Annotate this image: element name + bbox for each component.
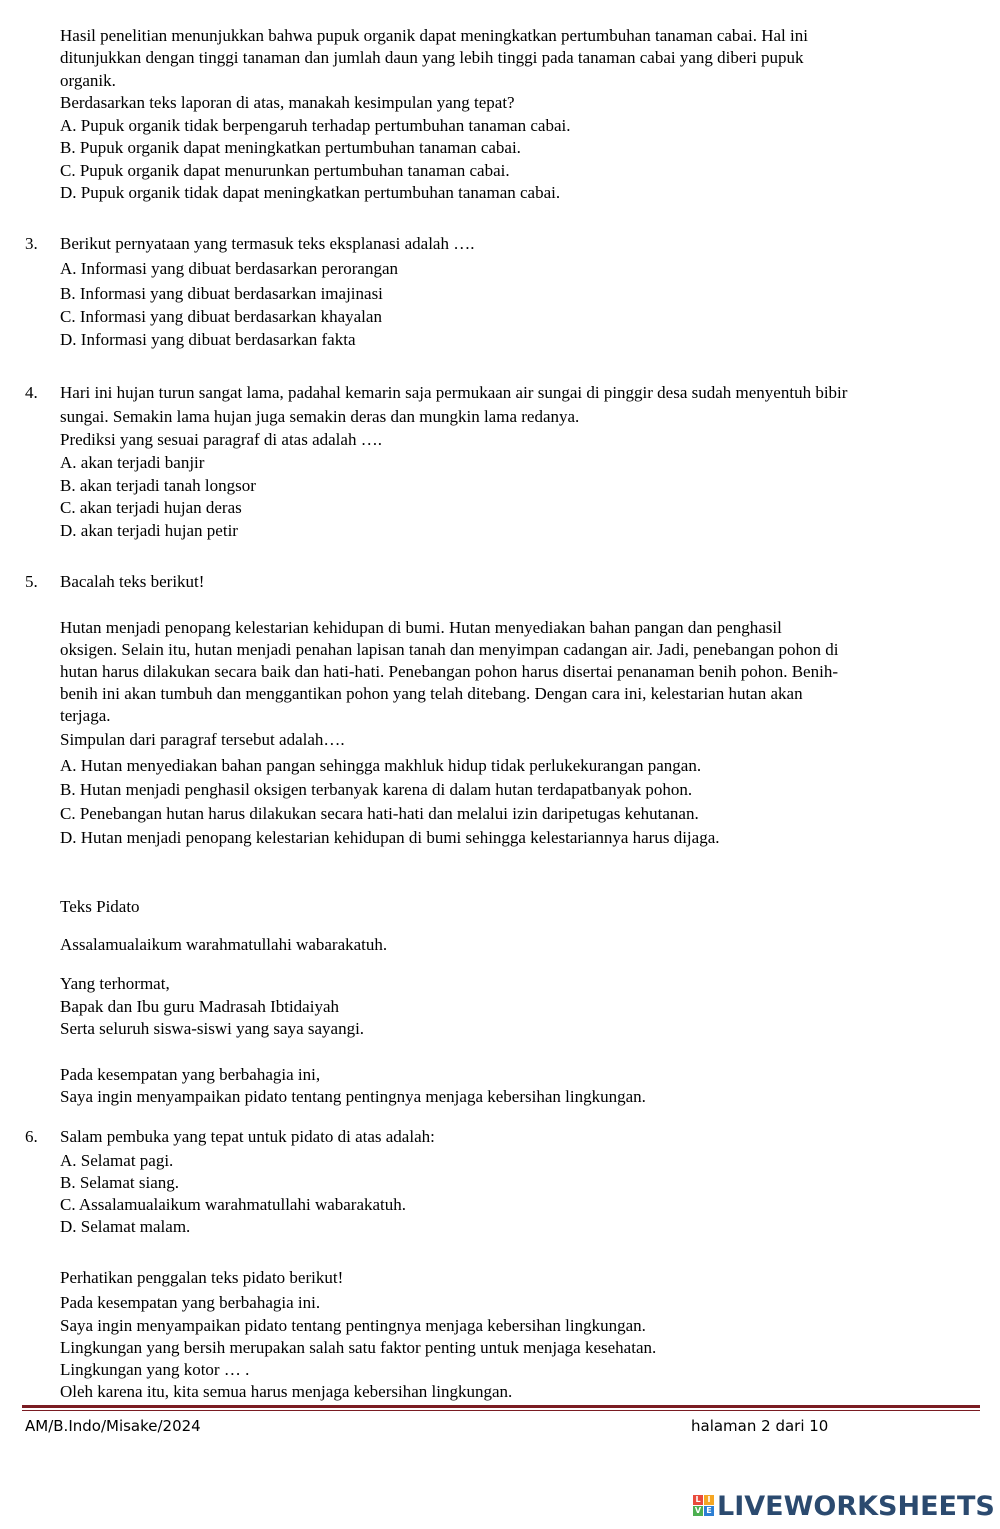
q5-passage-line: Hutan menjadi penopang kelestarian kehidupan di bumi. Hutan menyediakan bahan pangan dan penghasil [60, 618, 782, 637]
q5-number: 5. [25, 572, 38, 591]
speech-address-line: Serta seluruh siswa-siswi yang saya sayangi. [60, 1019, 365, 1038]
excerpt-intro: Perhatikan penggalan teks pidato berikut! [60, 1268, 344, 1287]
speech-body-line: Pada kesempatan yang berbahagia ini, [60, 1065, 321, 1084]
q5-passage-line: hutan harus dilakukan secara baik dan hati-hati. Penebangan pohon harus disertai penanaman benih pohon. Benih- [60, 662, 838, 681]
q4-passage-line: Hari ini hujan turun sangat lama, padahal kemarin saja permukaan air sungai di pinggir desa sudah menyentuh bibir [60, 383, 848, 402]
q5-passage-line: oksigen. Selain itu, hutan menjadi penahan lapisan tanah dan menyimpan cadangan air. Jadi, penebangan pohon di [60, 640, 839, 659]
excerpt-line: Lingkungan yang bersih merupakan salah satu faktor penting untuk menjaga kesehatan. [60, 1338, 657, 1357]
q2-passage-line: organik. [60, 71, 116, 90]
q6-option-c: C. Assalamualaikum warahmatullahi wabarakatuh. [60, 1195, 407, 1214]
q6-option-b: B. Selamat siang. [60, 1173, 179, 1192]
q4-passage-line: sungai. Semakin lama hujan juga semakin deras dan mungkin lama redanya. [60, 407, 580, 426]
speech-address-line: Bapak dan Ibu guru Madrasah Ibtidaiyah [60, 997, 339, 1016]
excerpt-line: Oleh karena itu, kita semua harus menjaga kebersihan lingkungan. [60, 1382, 513, 1401]
q4-question: Prediksi yang sesuai paragraf di atas adalah …. [60, 430, 382, 449]
q2-option-a: A. Pupuk organik tidak berpengaruh terhadap pertumbuhan tanaman cabai. [60, 116, 571, 135]
q3-option-d: D. Informasi yang dibuat berdasarkan fakta [60, 330, 356, 349]
q3-option-b: B. Informasi yang dibuat berdasarkan imajinasi [60, 284, 383, 303]
logo-square-icon: E [704, 1506, 714, 1516]
q3-number: 3. [25, 234, 38, 253]
excerpt-line: Saya ingin menyampaikan pidato tentang pentingnya menjaga kebersihan lingkungan. [60, 1316, 646, 1335]
logo-square-icon: V [694, 1506, 702, 1515]
q5-option-a: A. Hutan menyediakan bahan pangan sehingga makhluk hidup tidak perlukekurangan pangan. [60, 756, 702, 775]
footer-divider-thin [22, 1410, 980, 1411]
logo-square-icon: L [693, 1495, 703, 1505]
q3-option-a: A. Informasi yang dibuat berdasarkan perorangan [60, 259, 398, 278]
q6-number: 6. [25, 1127, 38, 1146]
q4-number: 4. [25, 383, 38, 402]
q2-option-b: B. Pupuk organik dapat meningkatkan pertumbuhan tanaman cabai. [60, 138, 521, 157]
speech-greeting: Assalamualaikum warahmatullahi wabarakatuh. [60, 935, 388, 954]
q4-option-d: D. akan terjadi hujan petir [60, 521, 238, 540]
q2-option-c: C. Pupuk organik dapat menurunkan pertumbuhan tanaman cabai. [60, 161, 510, 180]
q2-question: Berdasarkan teks laporan di atas, manakah kesimpulan yang tepat? [60, 93, 515, 112]
q5-option-d: D. Hutan menjadi penopang kelestarian kehidupan di bumi sehingga kelestariannya harus dijaga. [60, 828, 720, 847]
excerpt-line: Pada kesempatan yang berbahagia ini. [60, 1293, 321, 1312]
q4-option-c: C. akan terjadi hujan deras [60, 498, 242, 517]
q4-option-a: A. akan terjadi banjir [60, 453, 205, 472]
logo-text: LIVEWORKSHEETS [717, 1491, 995, 1522]
q5-option-b: B. Hutan menjadi penghasil oksigen terbanyak karena di dalam hutan terdapatbanyak pohon. [60, 780, 693, 799]
footer-divider [22, 1405, 980, 1408]
excerpt-line: Lingkungan yang kotor … . [60, 1360, 250, 1379]
liveworksheets-logo[interactable] [693, 1490, 995, 1524]
q3-question: Berikut pernyataan yang termasuk teks eksplanasi adalah …. [60, 234, 475, 253]
speech-title: Teks Pidato [60, 897, 140, 916]
logo-square-icon: I [704, 1495, 714, 1505]
q3-option-c: C. Informasi yang dibuat berdasarkan khayalan [60, 307, 382, 326]
speech-address-line: Yang terhormat, [60, 974, 170, 993]
q2-passage-line: ditunjukkan dengan tinggi tanaman dan jumlah daun yang lebih tinggi pada tanaman cabai yang diberi pupuk [60, 48, 804, 67]
q6-question: Salam pembuka yang tepat untuk pidato di atas adalah: [60, 1127, 435, 1146]
footer-document-code: AM/B.Indo/Misake/2024 [25, 1417, 201, 1435]
q5-option-c: C. Penebangan hutan harus dilakukan secara hati-hati dan melalui izin daripetugas kehutanan. [60, 804, 699, 823]
q2-passage-line: Hasil penelitian menunjukkan bahwa pupuk organik dapat meningkatkan pertumbuhan tanaman cabai. Hal ini [60, 26, 808, 45]
q6-option-d: D. Selamat malam. [60, 1217, 191, 1236]
q4-option-b: B. akan terjadi tanah longsor [60, 476, 256, 495]
q5-passage-line: terjaga. [60, 706, 111, 725]
footer-page-number: halaman 2 dari 10 [691, 1417, 829, 1435]
q2-option-d: D. Pupuk organik tidak dapat meningkatkan pertumbuhan tanaman cabai. [60, 183, 561, 202]
q5-passage-line: benih ini akan tumbuh dan menggantikan pohon yang telah ditebang. Dengan cara ini, kelestarian hutan akan [60, 684, 803, 703]
q6-option-a: A. Selamat pagi. [60, 1151, 174, 1170]
q5-question: Simpulan dari paragraf tersebut adalah…. [60, 730, 345, 749]
q5-intro: Bacalah teks berikut! [60, 572, 205, 591]
speech-body-line: Saya ingin menyampaikan pidato tentang pentingnya menjaga kebersihan lingkungan. [60, 1087, 646, 1106]
